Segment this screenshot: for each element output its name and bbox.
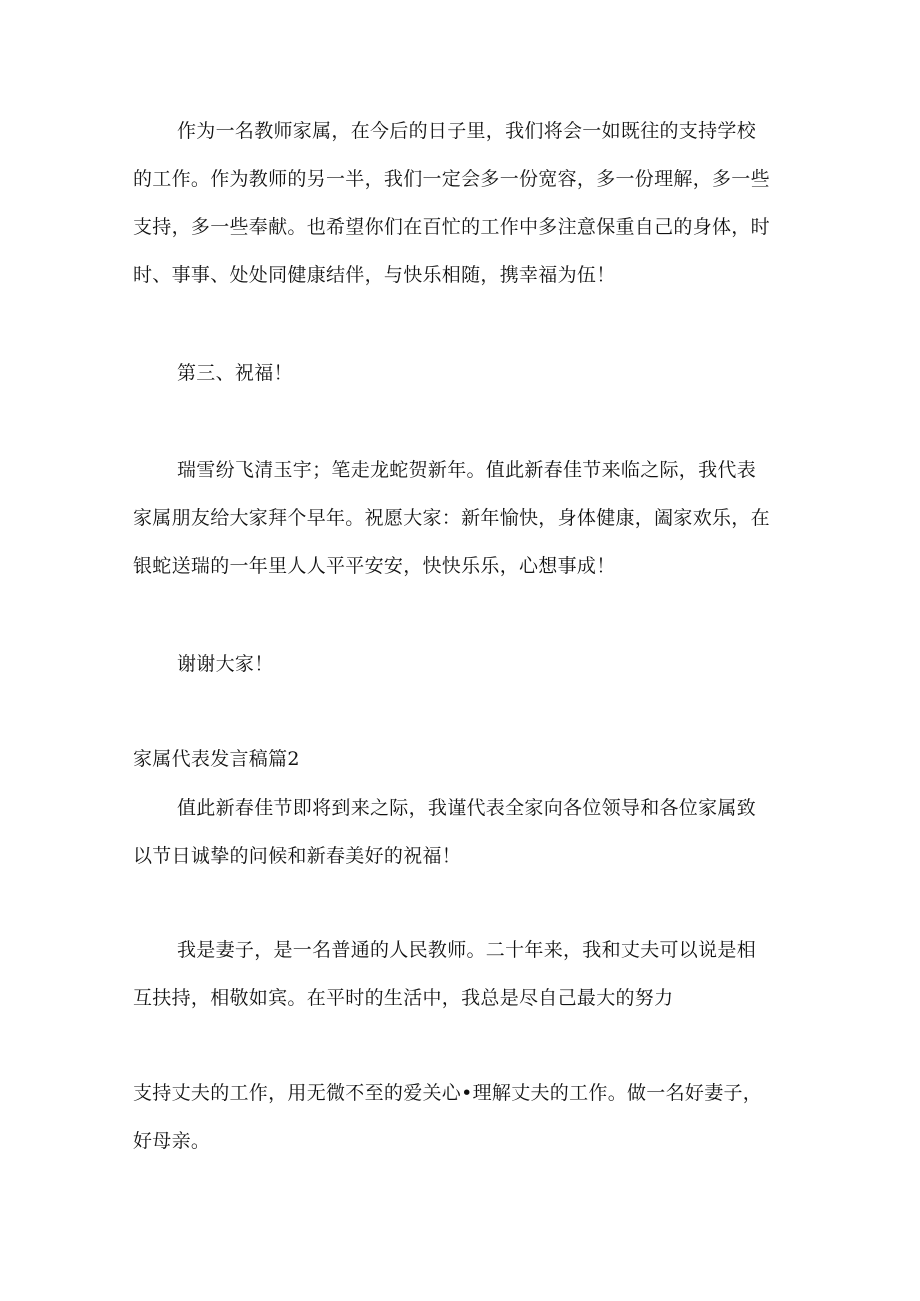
text-line: 好母亲。 [133,1130,211,1152]
text-line: 时、事事、处处同健康结伴，与快乐相随，携幸福为伍！ [133,264,616,286]
text-line: 瑞雪纷飞清玉宇；笔走龙蛇贺新年。值此新春佳节来临之际，我代表 [177,459,757,481]
document-heading-part2: 家属代表发言稿篇2 [133,748,300,770]
text-line: 以节日诚挚的问候和新春美好的祝福！ [133,845,462,867]
text-line: 支持，多一些奉献。也希望你们在百忙的工作中多注意保重自己的身体，时 [133,216,770,238]
text-line: 作为一名教师家属，在今后的日子里，我们将会一如既往的支持学校 [177,120,757,142]
text-line: 的工作。作为教师的另一半，我们一定会多一份宽容，多一份理解，多一些 [133,168,770,190]
text-line: 我是妻子，是一名普通的人民教师。二十年来，我和丈夫可以说是相 [177,939,757,961]
text-line: 互扶持，相敬如宾。在平时的生活中，我总是尽自己最大的努力 [133,987,674,1009]
text-line: 家属朋友给大家拜个早年。祝愿大家：新年愉快，身体健康，阖家欢乐，在 [133,507,770,529]
text-line: 银蛇送瑞的一年里人人平平安安，快快乐乐，心想事成！ [133,555,616,577]
text-line: 值此新春佳节即将到来之际，我谨代表全家向各位领导和各位家属致 [177,797,757,819]
text-line: 支持丈夫的工作，用无微不至的爱关心•理解丈夫的工作。做一名好妻子， [133,1082,763,1104]
section-heading-blessing: 第三、祝福！ [177,362,293,384]
closing-thanks: 谢谢大家！ [177,653,274,675]
